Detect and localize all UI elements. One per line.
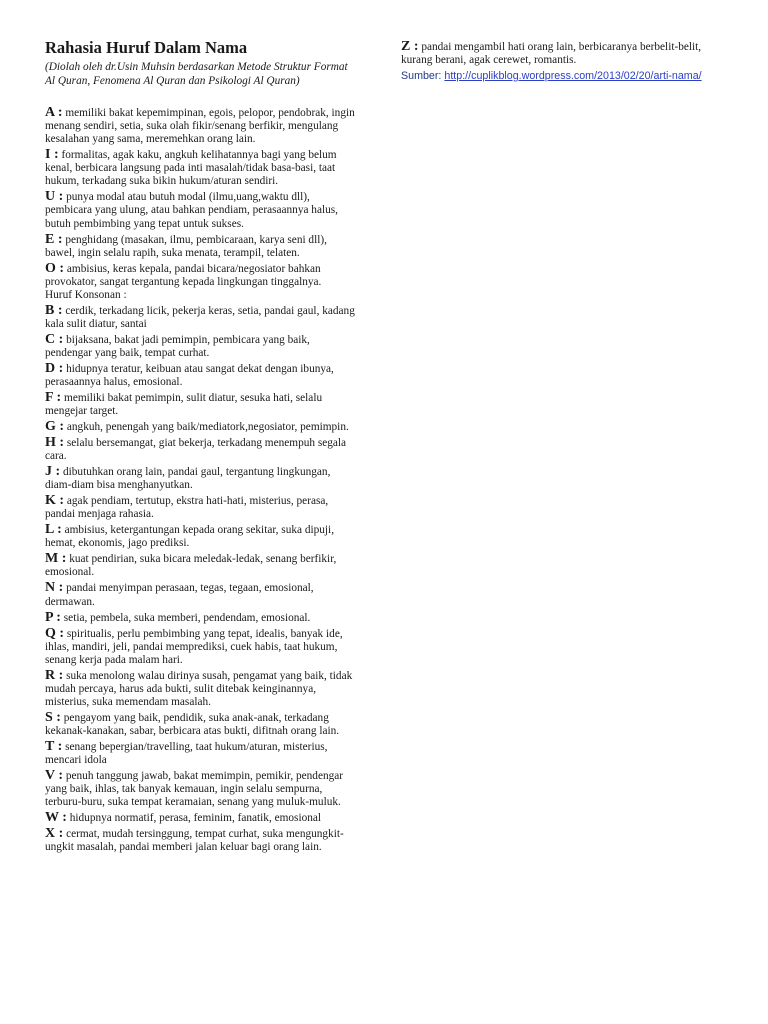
- entry-m: [45, 552, 357, 579]
- entry-letter: U :: [45, 189, 64, 205]
- entry-letter: R :: [45, 667, 64, 683]
- entry-d: [45, 362, 357, 389]
- entry-k: [45, 494, 357, 521]
- entry-letter: S :: [45, 709, 61, 725]
- entry-text: selalu bersemangat, giat bekerja, terkadang menempuh segala cara.: [45, 437, 347, 463]
- entry-v: [45, 769, 357, 809]
- entry-n: [45, 581, 357, 608]
- entry-letter: H :: [45, 435, 65, 451]
- entry-text: hidupnya teratur, keibuan atau sangat dekat dengan ibunya, perasaannya halus, emosional.: [45, 362, 334, 389]
- entry-text: setia, pembela, suka memberi, pendendam, emosional.: [63, 611, 311, 624]
- entry-letter: L :: [45, 522, 62, 538]
- source-line: [401, 69, 721, 83]
- entry-letter: P :: [45, 609, 61, 625]
- entry-u: [45, 190, 357, 230]
- entry-letter: B :: [45, 302, 63, 318]
- entry-g: [45, 420, 357, 434]
- entry-text: cerdik, terkadang licik, pekerja keras, setia, pandai gaul, kadang kala sulit diatur, santai: [45, 304, 355, 330]
- entry-text: ambisius, ketergantungan kepada orang sekitar, suka dipuji, hemat, ekonomis, jago prediksi.: [45, 524, 335, 550]
- entry-q: [45, 627, 357, 667]
- entry-i: [45, 148, 357, 188]
- entry-text: pandai menyimpan perasaan, tegas, tegaan, emosional, dermawan.: [45, 582, 314, 608]
- entry-letter: M :: [45, 551, 67, 567]
- entry-w: [45, 811, 357, 825]
- entry-text: penuh tanggung jawab, bakat memimpin, pemikir, pendengar yang baik, ihlas, tak banyak kemauan, ingin selalu sempurna, terburu-buru, suka tempat keramaian, senang yang muluk-muluk.: [45, 770, 344, 809]
- entry-letter: Q :: [45, 625, 65, 641]
- entry-l: [45, 523, 357, 550]
- document-subtitle: (Diolah oleh dr.Usin Muhsin berdasarkan Metode Struktur Format Al Quran, Fenomena Al Quran dan Psikologi Al Quran): [45, 61, 348, 87]
- right-column: [401, 40, 721, 83]
- entry-x: [45, 827, 357, 854]
- entry-e: [45, 233, 357, 260]
- entry-text: agak pendiam, tertutup, ekstra hati-hati, misterius, perasa, pandai menjaga rahasia.: [45, 495, 329, 521]
- source-link[interactable]: http://cuplikblog.wordpress.com/2013/02/20/arti-nama/: [444, 70, 702, 83]
- entry-letter: X :: [45, 826, 64, 842]
- entry-c: [45, 333, 357, 360]
- entry-text: pandai mengambil hati orang lain, berbicaranya berbelit-belit, kurang berani, agak cerewet, romantis.: [401, 41, 702, 67]
- entry-letter: I :: [45, 147, 59, 163]
- entry-t: [45, 740, 357, 767]
- entry-text: formalitas, agak kaku, angkuh kelihatannya bagi yang belum kenal, berbicara langsung pada inti masalah/tidak basa-basi, taat hukum, terkadang suka bikin hukum/aturan sendiri.: [45, 149, 337, 188]
- entry-text: dibutuhkan orang lain, pandai gaul, tergantung lingkungan, diam-diam bisa menghanyutkan.: [45, 466, 331, 492]
- entry-a: [45, 106, 357, 146]
- entry-text: bijaksana, bakat jadi pemimpin, pembicara yang baik, pendengar yang baik, tempat curhat.: [45, 333, 310, 359]
- entry-j: [45, 465, 357, 492]
- entry-h: [45, 436, 357, 463]
- consonant-heading: Huruf Konsonan :: [45, 288, 127, 301]
- entry-text: penghidang (masakan, ilmu, pembicaraan, karya seni dll), bawel, ingin selalu rapih, suka menata, terampil, telaten.: [45, 233, 327, 259]
- entry-text: hidupnya normatif, perasa, feminim, fanatik, emosional: [69, 812, 322, 825]
- entry-letter: J :: [45, 464, 61, 480]
- left-column: [45, 38, 357, 856]
- entry-text: ambisius, keras kepala, pandai bicara/negosiator bahkan provokator, sangat tergantung kepada lingkungan tinggalnya.: [45, 262, 322, 288]
- entry-text: memiliki bakat pemimpin, sulit diatur, sesuka hati, selalu mengejar target.: [45, 392, 323, 418]
- entry-letter: C :: [45, 331, 64, 347]
- entry-text: pengayom yang baik, pendidik, suka anak-anak, terkadang kekanak-kanakan, sabar, berbicara atas bukti, difitnah orang lain.: [45, 711, 340, 737]
- source-label: Sumber:: [401, 70, 442, 83]
- entry-b: [45, 304, 357, 331]
- entry-text: spiritualis, perlu pembimbing yang tepat, idealis, banyak ide, ihlas, mandiri, jeli, pandai memprediksi, cuek habis, taat hukum, senang kerja pada malam hari.: [45, 627, 343, 666]
- entry-z: [401, 40, 721, 67]
- entry-f: [45, 391, 357, 418]
- entry-text: suka menolong walau dirinya susah, pengamat yang baik, tidak mudah percaya, harus ada bukti, sulit ditebak keinginannya, misterius, suka memendam masalah.: [45, 669, 353, 708]
- entry-text: senang bepergian/travelling, taat hukum/aturan, misterius, mencari idola: [45, 740, 328, 767]
- entry-letter: E :: [45, 231, 63, 247]
- entry-text: cermat, mudah tersinggung, tempat curhat, suka mengungkit-ungkit masalah, pandai memberi jalan keluar bagi orang lain.: [45, 828, 344, 854]
- entry-text: punya modal atau butuh modal (ilmu,uang,waktu dll), pembicara yang ulung, atau bahkan pendiam, perasaannya halus, butuh pembimbing yang tepat untuk sukses.: [45, 191, 338, 230]
- entry-r: [45, 669, 357, 709]
- entry-letter: F :: [45, 390, 62, 405]
- entry-text: kuat pendirian, suka bicara meledak-ledak, senang berfikir, emosional.: [45, 553, 337, 579]
- entry-letter: O :: [45, 260, 65, 276]
- entry-letter: K :: [45, 493, 65, 509]
- entry-letter: G :: [45, 419, 65, 435]
- entry-letter: Z :: [401, 39, 419, 54]
- entry-letter: D :: [45, 360, 64, 376]
- entry-letter: W :: [45, 810, 67, 826]
- entry-o: [45, 262, 357, 289]
- entry-letter: A :: [45, 105, 63, 120]
- entry-letter: T :: [45, 738, 63, 754]
- document-title: Rahasia Huruf Dalam Nama: [45, 38, 248, 57]
- entry-p: [45, 611, 357, 625]
- entry-text: angkuh, penengah yang baik/mediatork,negosiator, pemimpin.: [66, 421, 349, 434]
- entry-s: [45, 711, 357, 738]
- entry-letter: V :: [45, 768, 64, 784]
- entry-text: memiliki bakat kepemimpinan, egois, pelopor, pendobrak, ingin menang sendiri, setia, suka olah fikir/senang berfikir, mengulang kesalahan yang sama, meremehkan orang lain.: [45, 107, 355, 146]
- entry-letter: N :: [45, 580, 64, 596]
